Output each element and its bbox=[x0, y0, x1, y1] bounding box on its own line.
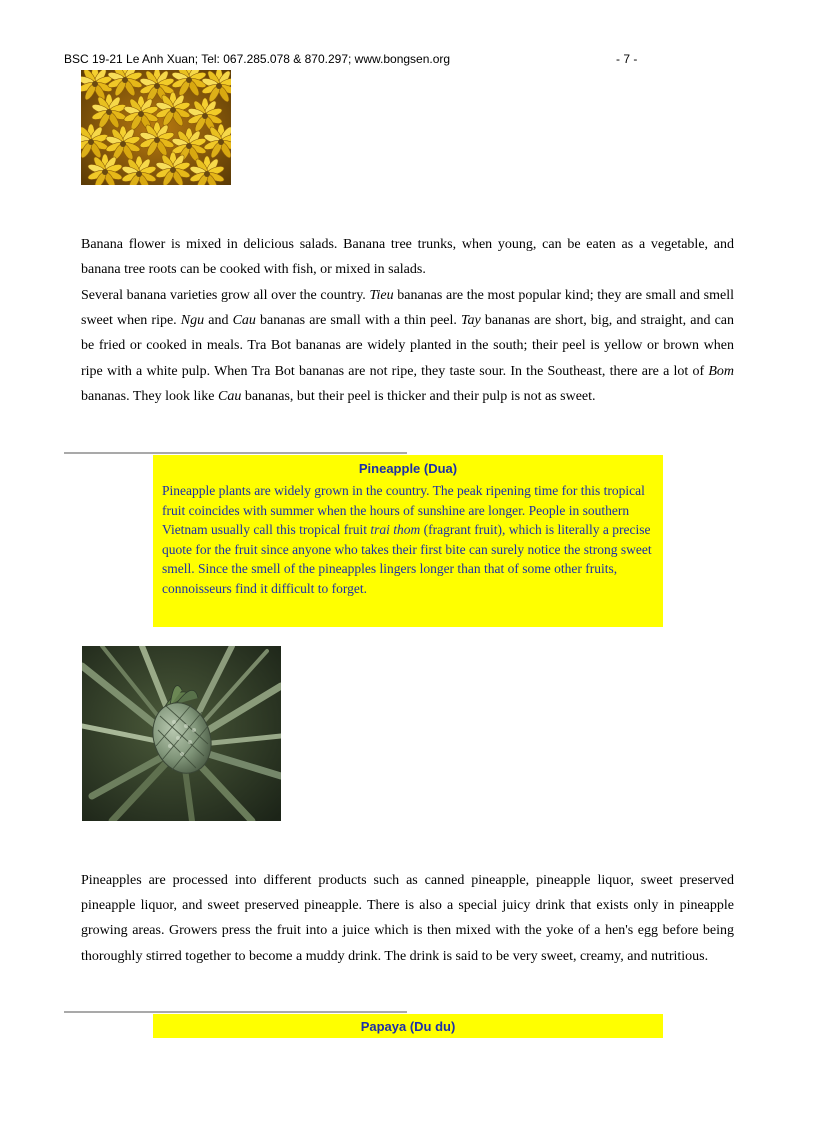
pineapple-highlight-box bbox=[153, 455, 663, 627]
papaya-box-title: Papaya (Du du) bbox=[360, 1019, 456, 1034]
text-run: and bbox=[204, 313, 233, 329]
pineapple-box-title: Pineapple (Dua) bbox=[358, 461, 458, 476]
papaya-highlight-box bbox=[153, 1014, 663, 1038]
page-number: - 7 - bbox=[616, 52, 638, 66]
pineapple-photo bbox=[82, 646, 281, 821]
pineapple-photo-art bbox=[82, 646, 281, 821]
text-run: bananas are the most popular kind; they are small and smell sweet when ripe. bbox=[81, 288, 734, 329]
banana-photo-art bbox=[81, 70, 231, 185]
pineapple-paragraph-products: Pineapples are processed into different products such as canned pineapple, pineapple liquor, sweet preserved pineapple liquor, and sweet preserved pineapple. There is also a special juicy drink that exists only in pineapple growing areas. Growers press the fruit into a juice which is then mixed with the yoke of a hen's egg before being thoroughly stirred together to become a muddy drink. The drink is said to be very sweet, creamy, and nutritious. bbox=[81, 873, 734, 964]
italic-term-ngu: Ngu bbox=[180, 313, 205, 329]
banana-paragraph-varieties bbox=[81, 283, 734, 409]
section-divider bbox=[64, 452, 407, 454]
text-run: bananas are small with a thin peel. bbox=[255, 313, 461, 329]
italic-term-cau: Cau bbox=[232, 313, 256, 329]
text-run: bananas are short, big, and straight, and can be fried or cooked in meals. Tra Bot bananas are widely planted in the south; their peel is yellow or brown when ripe with a white pulp. When Tra Bot bananas are not ripe, they taste sour. In the Southeast, there are a lot of bbox=[81, 313, 734, 379]
text-run: bananas, but their peel is thicker and their pulp is not as sweet. bbox=[241, 388, 596, 404]
banana-paragraph-uses: Banana flower is mixed in delicious salads. Banana tree trunks, when young, can be eaten as a vegetable, and banana tree roots can be cooked with fish, or mixed in salads. bbox=[81, 237, 734, 278]
text-run: Pineapple plants are widely grown in the country. The peak ripening time for this tropical fruit coincides with summer when the hours of sunshine are longer. People in southern Vietnam usually call this tropical fruit bbox=[162, 483, 645, 538]
text-run: (fragrant fruit), which is literally a precise quote for the fruit since anyone who takes their first bite can surely notice the strong sweet smell. Since the smell of the pineapples lingers longer than that of some other fruits, connoisseurs find it difficult to forget. bbox=[162, 522, 652, 596]
italic-term-tay: Tay bbox=[461, 313, 481, 329]
section-divider bbox=[64, 1011, 407, 1013]
italic-term-trai-thom: trai thom bbox=[370, 522, 421, 538]
banana-photo bbox=[81, 70, 231, 185]
text-run: Several banana varieties grow all over the country. bbox=[81, 288, 370, 303]
italic-term-bom: Bom bbox=[708, 363, 734, 379]
pineapple-box-text bbox=[153, 481, 663, 599]
header-contact: BSC 19-21 Le Anh Xuan; Tel: 067.285.078 & 870.297; www.bongsen.org bbox=[64, 52, 451, 66]
italic-term-cau: Cau bbox=[218, 388, 242, 404]
italic-term-tieu: Tieu bbox=[369, 288, 394, 303]
text-run: bananas. They look like bbox=[81, 388, 218, 404]
